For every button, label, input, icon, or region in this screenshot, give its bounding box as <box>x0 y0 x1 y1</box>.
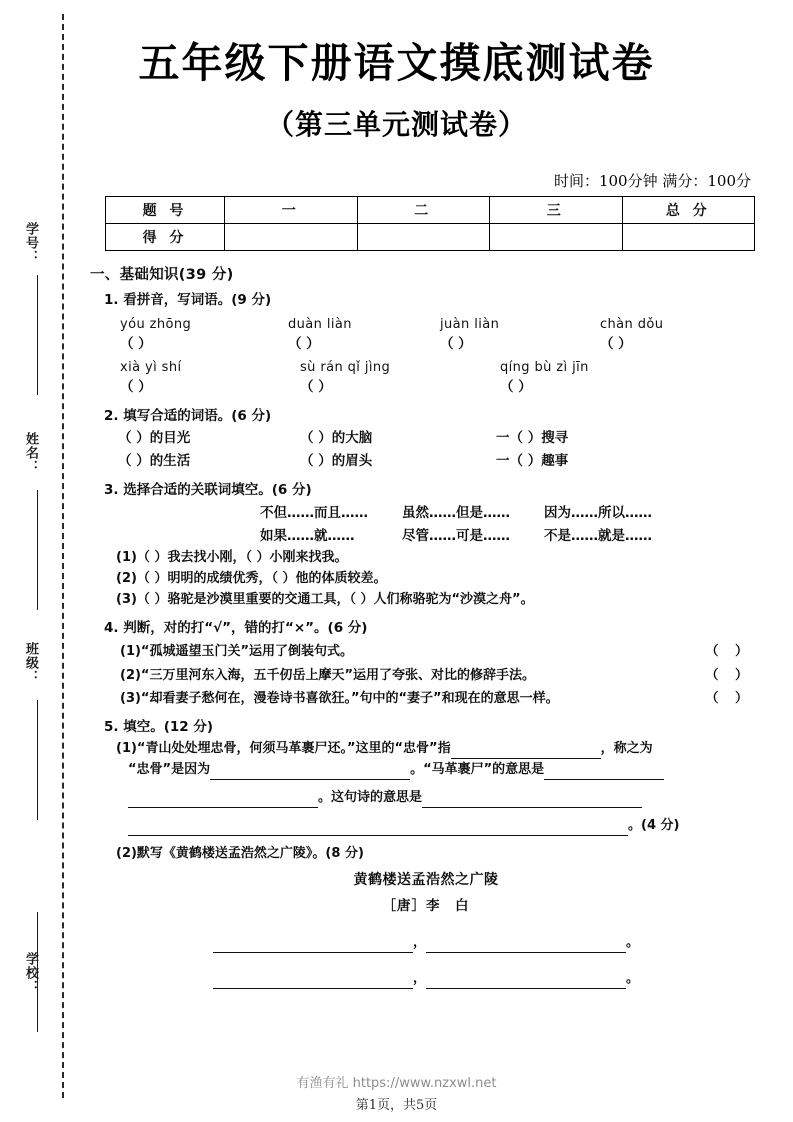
pinyin-text: yóu zhōng <box>120 317 192 333</box>
connective-option: 不但……而且…… <box>260 505 368 522</box>
answer-blank[interactable] <box>210 765 410 780</box>
poem-line <box>90 933 762 953</box>
score-entry-cell-3[interactable] <box>490 224 623 251</box>
connective-option: 不是……就是…… <box>544 528 652 545</box>
score-entry-cell-total[interactable] <box>622 224 755 251</box>
score-table-cell: 三 <box>490 197 623 224</box>
pinyin-item <box>440 315 600 354</box>
question-5-1-after2: 。“马革裹尸”的意思是 <box>410 761 545 777</box>
question-5-1-line-2 <box>128 760 762 780</box>
connective-row-2 <box>260 526 762 547</box>
page-title: 五年级下册语文摸底测试卷 <box>138 39 655 87</box>
pinyin-row-2 <box>120 358 762 397</box>
pinyin-item <box>500 358 700 397</box>
question-5-1-line-3 <box>128 788 762 808</box>
section-heading-1: 一、基础知识(39 分) <box>90 267 234 283</box>
margin-rule-3 <box>37 700 38 820</box>
connective-option: 虽然……但是…… <box>402 505 510 522</box>
margin-label-student-id: 学号： <box>23 222 38 264</box>
question-4-answer-paren[interactable]: （ ） <box>705 644 754 660</box>
answer-blank[interactable] <box>422 793 642 808</box>
margin-label-school: 学校： <box>23 952 38 994</box>
score-table-row-label: 题 号 <box>106 197 225 224</box>
question-3-item[interactable]: (2)（ ）明明的成绩优秀，（ ）他的体质较差。 <box>116 571 387 587</box>
margin-rule-2 <box>37 490 38 610</box>
question-5-1-lead2: “忠骨”是因为 <box>128 761 211 777</box>
answer-blank[interactable] <box>544 765 664 780</box>
question-4-statement: (3)“却看妻子愁何在，漫卷诗书喜欲狂。”句中的“妻子”和现在的意思一样。 <box>120 690 559 706</box>
wordfill-row-1 <box>118 428 762 449</box>
wordfill-blank[interactable]: （ ）的目光 <box>118 430 191 447</box>
wordfill-blank[interactable]: （ ）的大脑 <box>300 430 373 447</box>
pinyin-item <box>600 315 750 354</box>
exam-body <box>90 264 762 989</box>
wordfill-blank[interactable]: 一（ ）趣事 <box>496 453 569 470</box>
margin-label-name: 姓名： <box>23 432 38 474</box>
answer-blank[interactable] <box>451 744 601 759</box>
poem-answer-lines <box>90 933 762 989</box>
answer-paren[interactable]: （ ） <box>120 378 152 395</box>
question-5-1-after3: 。这句诗的意思是 <box>318 790 423 806</box>
score-table-cell: 二 <box>357 197 490 224</box>
pinyin-item <box>120 358 300 397</box>
page-number: 第1页，共5页 <box>355 1098 438 1113</box>
connective-option: 如果……就…… <box>260 528 355 545</box>
poem-comma: ， <box>412 935 426 951</box>
question-4-statement: (2)“三万里河东入海，五千仞岳上摩天”运用了夸张、对比的修辞手法。 <box>120 667 536 683</box>
answer-blank[interactable] <box>213 974 413 989</box>
pinyin-item <box>120 315 288 354</box>
score-table <box>105 196 755 251</box>
pinyin-text: xià yì shí <box>120 360 182 376</box>
answer-paren[interactable]: （ ） <box>300 378 332 395</box>
poem-period: 。 <box>626 971 640 987</box>
exam-meta-line: 时间：100分钟 满分：100分 <box>553 172 751 190</box>
connective-option: 因为……所以…… <box>544 505 652 522</box>
score-table-cell: 一 <box>225 197 358 224</box>
answer-blank[interactable] <box>426 938 626 953</box>
answer-paren[interactable]: （ ） <box>600 335 632 352</box>
wordfill-row-2 <box>118 451 762 472</box>
table-row <box>106 224 755 251</box>
answer-blank[interactable] <box>128 821 628 836</box>
poem-period: 。 <box>626 935 640 951</box>
score-table-cell: 总 分 <box>622 197 755 224</box>
answer-paren[interactable]: （ ） <box>500 378 532 395</box>
watermark-text: 有渔有礼 https://www.nzxwl.net <box>296 1076 497 1091</box>
pinyin-text: sù rán qǐ jìng <box>300 360 391 376</box>
connective-row-1 <box>260 503 762 524</box>
wordfill-blank[interactable]: 一（ ）搜寻 <box>496 430 569 447</box>
question-4-item <box>120 642 762 662</box>
score-entry-cell-2[interactable] <box>357 224 490 251</box>
question-1-title: 1. 看拼音，写词语。(9 分) <box>104 292 272 309</box>
table-row <box>106 197 755 224</box>
question-5-2-title: (2)默写《黄鹤楼送孟浩然之广陵》。(8 分) <box>116 846 364 862</box>
pinyin-row-1 <box>120 315 762 354</box>
poem-line <box>90 969 762 989</box>
poem-comma: ， <box>412 971 426 987</box>
question-5-1-lead: (1)“青山处处埋忠骨，何须马革裹尸还。”这里的“忠骨”指 <box>116 740 451 756</box>
pinyin-text: duàn liàn <box>288 317 352 333</box>
question-3-item[interactable]: (3)（ ）骆驼是沙漠里重要的交通工具，（ ）人们称骆驼为“沙漠之舟”。 <box>116 592 534 608</box>
fold-dashed-line <box>62 14 64 1098</box>
answer-paren[interactable]: （ ） <box>440 335 472 352</box>
score-entry-cell-1[interactable] <box>225 224 358 251</box>
question-4-item <box>120 689 762 709</box>
question-4-title: 4. 判断，对的打“√”，错的打“×”。(6 分) <box>104 620 368 637</box>
question-4-answer-paren[interactable]: （ ） <box>705 690 754 706</box>
wordfill-blank[interactable]: （ ）的眉头 <box>300 453 373 470</box>
question-5-1-line-4 <box>128 816 762 836</box>
question-4-item <box>120 666 762 686</box>
poem-author: ［唐］李 白 <box>382 898 470 915</box>
answer-blank[interactable] <box>213 938 413 953</box>
connective-option: 尽管……可是…… <box>402 528 510 545</box>
pinyin-text: juàn liàn <box>440 317 500 333</box>
margin-label-class: 班级： <box>23 642 38 684</box>
question-3-title: 3. 选择合适的关联词填空。(6 分) <box>104 482 312 499</box>
page-subtitle: （第三单元测试卷） <box>265 108 527 141</box>
score-table-row-label: 得 分 <box>106 224 225 251</box>
pinyin-text: qíng bù zì jīn <box>500 360 589 376</box>
question-4-statement: (1)“孤城遥望玉门关”运用了倒装句式。 <box>120 644 354 660</box>
pinyin-item <box>300 358 500 397</box>
answer-blank[interactable] <box>426 974 626 989</box>
question-5-1-line-1 <box>116 739 762 759</box>
question-5-title: 5. 填空。(12 分) <box>104 718 214 735</box>
question-5-1-after1: ，称之为 <box>600 740 653 756</box>
margin-rule-1 <box>37 275 38 395</box>
question-5-1-after4: 。(4 分) <box>628 818 680 834</box>
answer-blank[interactable] <box>128 793 318 808</box>
question-2-title: 2. 填写合适的词语。(6 分) <box>104 407 272 424</box>
question-4-answer-paren[interactable]: （ ） <box>705 667 754 683</box>
answer-paren[interactable]: （ ） <box>120 335 152 352</box>
answer-paren[interactable]: （ ） <box>288 335 320 352</box>
pinyin-text: chàn dǒu <box>600 317 664 333</box>
wordfill-blank[interactable]: （ ）的生活 <box>118 453 191 470</box>
question-3-item[interactable]: (1)（ ）我去找小刚，（ ）小刚来找我。 <box>116 550 348 566</box>
pinyin-item <box>288 315 440 354</box>
poem-title: 黄鹤楼送孟浩然之广陵 <box>353 872 499 889</box>
